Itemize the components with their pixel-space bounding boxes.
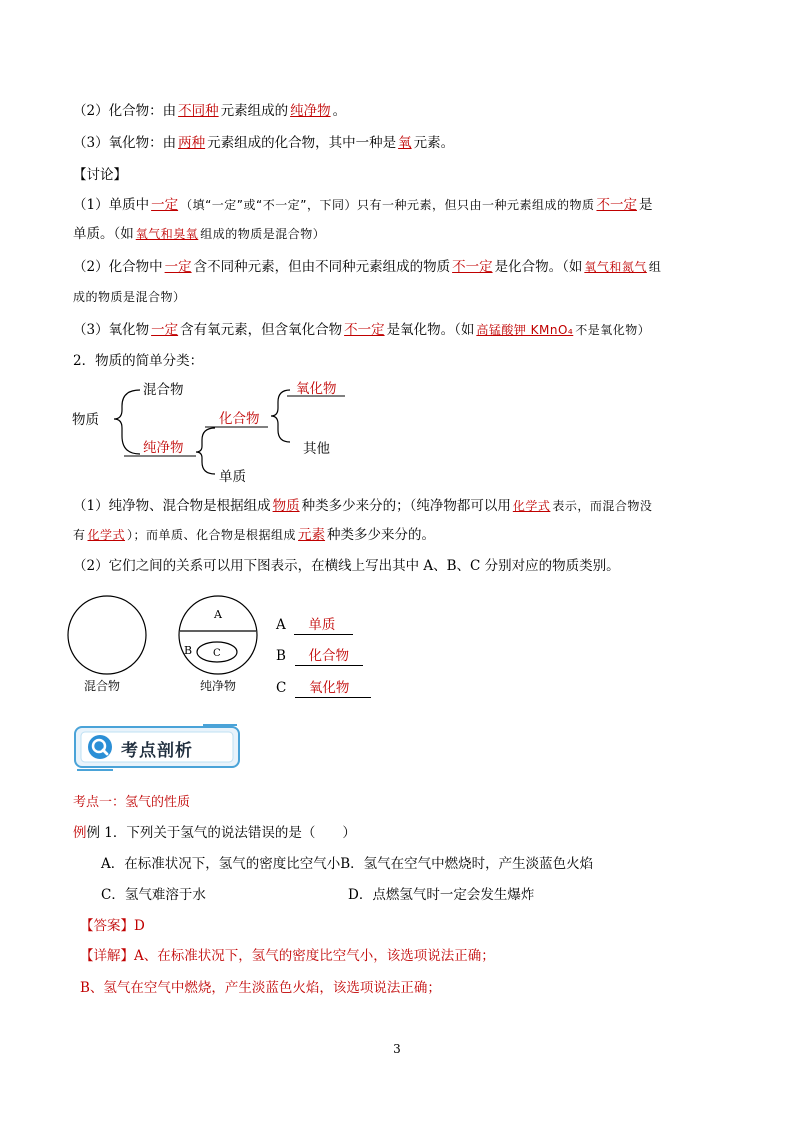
detail-line-2: B、氢气在空气中燃烧，产生淡蓝色火焰，该选项说法正确； [80,980,441,996]
tree-compound: 化合物 [219,411,260,427]
classification-title: 2．物质的简单分类： [73,353,204,369]
discussion-item-2-cont: 成的物质是混合物） [73,290,186,304]
discussion-item-3: （3）氧化物 一定 含有氧元素，但含氧化合物 不一定 是氧化物。（如 高锰酸钾 KMnO₄ 不是氧化物） [73,322,651,338]
tree-other: 其他 [303,441,330,457]
venn-label-a: A [214,608,222,621]
discussion-heading: 【讨论】 [73,167,127,183]
tree-element: 单质 [219,469,246,485]
venn-answer-b: B 化合物 [276,647,363,665]
classification-tree [0,370,400,495]
magnifier-icon [87,734,113,760]
kaodian-heading: 考点一：氢气的性质 [73,795,191,810]
tree-root: 物质 [72,412,99,428]
detail-line-1: 【详解】A、在标准状况下，氢气的密度比空气小，该选项说法正确； [80,948,495,964]
note-1-cont: 有 化学式 ）；而单质、化合物是根据组成 元素 种类多少来分的。 [73,527,436,543]
venn-answer-a: A 单质 [276,616,353,634]
discussion-item-2: （2）化合物中 一定 含不同种元素，但由不同种元素组成的物质 不一定 是化合物。（如 氧气和氮气 组 [73,259,662,275]
options-row-1: A．在标准状况下，氢气的密度比空气小B．氢气在空气中燃烧时，产生淡蓝色火焰 [101,856,594,872]
definition-compound: （2）化合物：由 不同种 元素组成的 纯净物 。 [73,103,347,119]
answer-line: 【答案】D [80,918,145,934]
venn-caption-mixture: 混合物 [84,679,121,693]
section-badge [73,724,243,772]
option-d: D．点燃氢气时一定会发生爆炸 [348,887,535,903]
badge-title: 考点剖析 [121,741,193,761]
tree-mixture: 混合物 [143,382,184,398]
note-1: （1）纯净物、混合物是根据组成 物质 种类多少来分的；（纯净物都可以用 化学式 表示，而混合物没 [73,498,653,514]
discussion-item-1-cont: 单质。（如 氧气和臭氧 组成的物质是混合物） [73,226,326,242]
discussion-item-1: （1）单质中 一定 （填“一定”或“不一定”，下同）只有一种元素，但只由一种元素组成的物质 不一定 是 [73,197,653,213]
venn-diagram [60,590,280,690]
option-c: C．氢气难溶于水 [101,887,206,903]
venn-caption-pure: 纯净物 [200,679,237,693]
page-number: 3 [393,1042,401,1056]
venn-answer-c: C 氧化物 [276,679,371,697]
tree-pure: 纯净物 [143,440,184,456]
venn-label-c: C [213,648,221,659]
venn-label-b: B [184,644,193,657]
definition-oxide: （3）氧化物：由 两种 元素组成的化合物，其中一种是 氧 元素。 [73,135,455,151]
example-question: 例例 1．下列关于氢气的说法错误的是（ ） [73,825,356,841]
note-2: （2）它们之间的关系可以用下图表示，在横线上写出其中 A、B、C 分别对应的物质类别。 [73,558,620,574]
tree-oxide: 氧化物 [296,381,337,397]
